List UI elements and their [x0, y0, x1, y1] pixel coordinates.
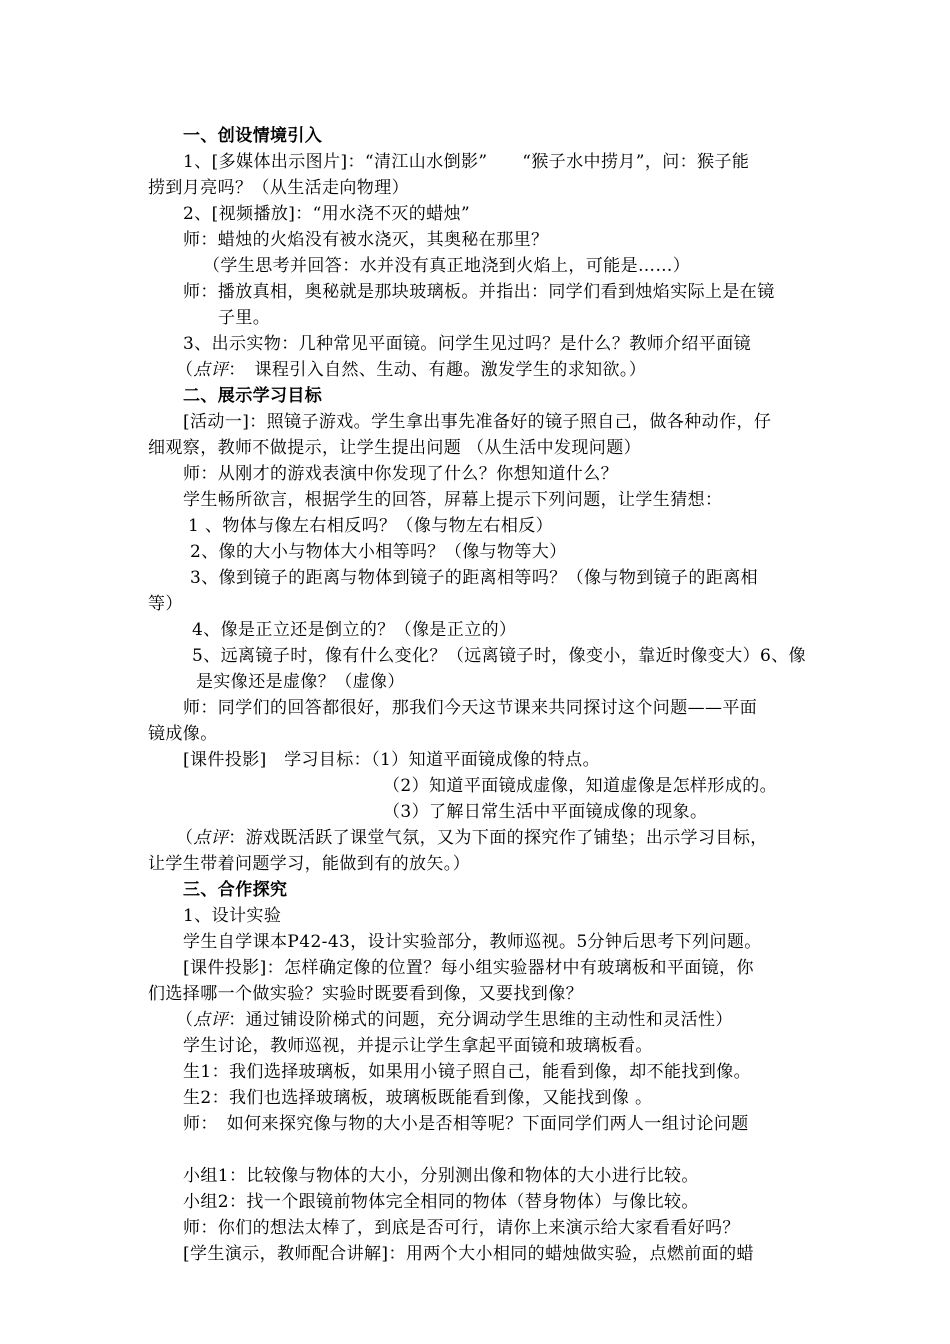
comment-label: 点评	[193, 828, 229, 848]
section-heading-3: 三、合作探究	[183, 880, 288, 900]
comment-line	[176, 1007, 733, 1033]
paragraph-line: 捞到月亮吗？（从生活走向物理）	[148, 178, 409, 198]
paragraph-line: 让学生带着问题学习，能做到有的放矢。）	[148, 854, 471, 874]
paragraph-line: 师：播放真相，奥秘就是那块玻璃板。并指出：同学们看到烛焰实际上是在镜	[183, 282, 775, 302]
paragraph-line: 学生自学课本P42-43，设计实验部分，教师巡视。5分钟后思考下列问题。	[183, 932, 762, 952]
paragraph-line: 小组2：找一个跟镜前物体完全相同的物体（替身物体）与像比较。	[183, 1192, 699, 1212]
paragraph-line: [学生演示，教师配合讲解]：用两个大小相同的蜡烛做实验，点燃前面的蜡	[183, 1244, 754, 1264]
paragraph-line: 镜成像。	[148, 724, 218, 744]
list-item: 2、像的大小与物体大小相等吗？（像与物等大）	[190, 542, 567, 562]
paragraph-line: 细观察，教师不做提示，让学生提出问题 （从生活中发现问题）	[148, 438, 642, 458]
paragraph-line: 师： 如何来探究像与物的大小是否相等呢？下面同学们两人一组讨论问题	[183, 1114, 749, 1134]
comment-text: ：通过铺设阶梯式的问题，充分调动学生思维的主动性和灵活性）	[228, 1010, 733, 1030]
paren-open: （	[176, 1010, 194, 1030]
paragraph-line: 师：你们的想法太棒了，到底是否可行，请你上来演示给大家看看好吗？	[183, 1218, 740, 1238]
list-item: 1 、物体与像左右相反吗？（像与物左右相反）	[188, 516, 554, 536]
paragraph-line: [课件投影]：怎样确定像的位置？每小组实验器材中有玻璃板和平面镜，你	[183, 958, 754, 978]
paragraph-line: 小组1：比较像与物体的大小，分别测出像和物体的大小进行比较。	[183, 1166, 699, 1186]
list-item: 5、远离镜子时，像有什么变化？（远离镜子时，像变小，靠近时像变大）6、像	[192, 646, 807, 666]
paragraph-line: [活动一]：照镜子游戏。学生拿出事先准备好的镜子照自己，做各种动作，仔	[183, 412, 772, 432]
section-heading-1: 一、创设情境引入	[183, 126, 323, 146]
list-item: 3、像到镜子的距离与物体到镜子的距离相等吗？（像与物到镜子的距离相	[190, 568, 759, 588]
comment-label: 点评	[193, 360, 229, 380]
comment-line	[176, 825, 768, 851]
paragraph-line: 3、出示实物：几种常见平面镜。问学生见过吗？是什么？教师介绍平面镜	[183, 334, 752, 354]
list-item: （2）知道平面镜成虚像，知道虚像是怎样形成的。	[383, 776, 778, 796]
list-item: （3）了解日常生活中平面镜成像的现象。	[383, 802, 708, 822]
section-heading-2: 二、展示学习目标	[183, 386, 323, 406]
paren-open: （	[176, 360, 194, 380]
paragraph-line: 师：同学们的回答都很好，那我们今天这节课来共同探讨这个问题——平面	[183, 698, 758, 718]
list-item: 4、像是正立还是倒立的？（像是正立的）	[192, 620, 517, 640]
paragraph-line: 学生畅所欲言，根据学生的回答，屏幕上提示下列问题，让学生猜想：	[183, 490, 723, 510]
paragraph-line: 2、[视频播放]：“用水浇不灭的蜡烛”	[183, 204, 471, 224]
comment-text: ： 课程引入自然、生动、有趣。激发学生的求知欲。）	[228, 360, 647, 380]
comment-label: 点评	[193, 1010, 229, 1030]
paragraph-line: 是实像还是虚像？（虚像）	[196, 672, 405, 692]
paragraph-line: 子里。	[218, 308, 271, 328]
paragraph-line: 1、设计实验	[183, 906, 282, 926]
paragraph-line: [课件投影] 学习目标：（1）知道平面镜成像的特点。	[183, 750, 600, 770]
comment-text: ：游戏既活跃了课堂气氛，又为下面的探究作了铺垫；出示学习目标，	[228, 828, 768, 848]
comment-line	[176, 357, 646, 383]
paragraph-line: 学生讨论，教师巡视，并提示让学生拿起平面镜和玻璃板看。	[183, 1036, 653, 1056]
paragraph-line: 师：蜡烛的火焰没有被水浇灭，其奥秘在那里？	[183, 230, 549, 250]
paragraph-line: 1、[多媒体出示图片]：“清江山水倒影” “猴子水中捞月”，问：猴子能	[183, 152, 750, 172]
paren-open: （	[176, 828, 194, 848]
paragraph-line: （学生思考并回答：水并没有真正地浇到火焰上，可能是……）	[203, 256, 691, 276]
paragraph-line: 们选择哪一个做实验？实验时既要看到像，又要找到像？	[148, 984, 583, 1004]
paragraph-line: 生2：我们也选择玻璃板，玻璃板既能看到像，又能找到像 。	[183, 1088, 653, 1108]
paragraph-line: 等）	[148, 594, 183, 614]
paragraph-line: 生1：我们选择玻璃板，如果用小镜子照自己，能看到像，却不能找到像。	[183, 1062, 752, 1082]
paragraph-line: 师：从刚才的游戏表演中你发现了什么？你想知道什么？	[183, 464, 618, 484]
